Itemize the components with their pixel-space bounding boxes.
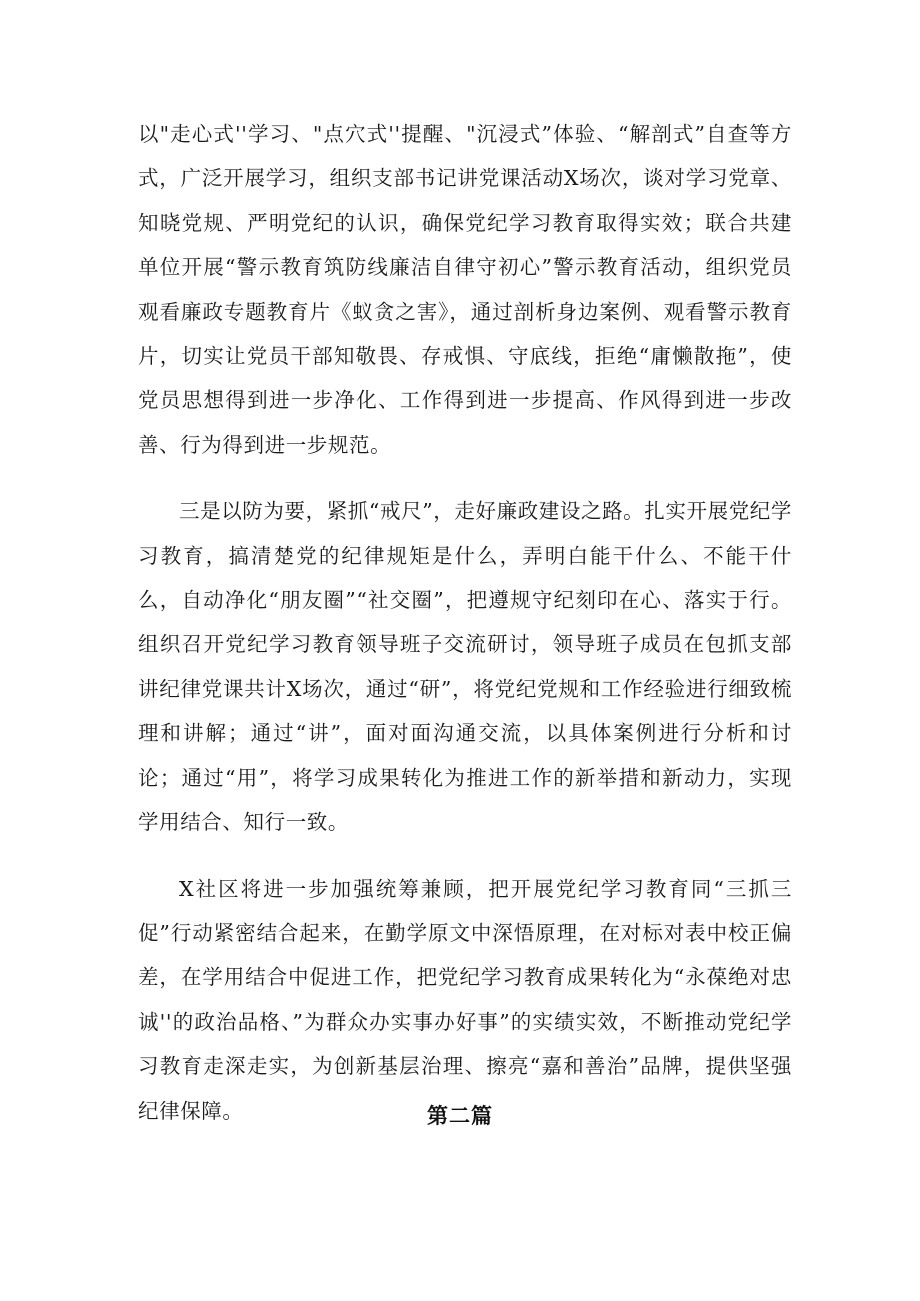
paragraph-1: 以"走心式''学习、"点穴式''提醒、"沉浸式”体验、“解剖式”自查等方式，广泛开展学习，组织支部书记讲党课活动X场次，谈对学习党章、知晓党规、严明党纪的认识，确保党纪学习教育取得实效；联合共建单位开展“警示教育筑防线廉洁自律守初心”警示教育活动，组织党员观看廉政专题教育片《蚁贪之害》，通过剖析身边案例、观看警示教育片，切实让党员干部知敬畏、存戒惧、守底线，拒绝“庸懒散拖”，使党员思想得到进一步净化、工作得到进一步提高、作风得到进一步改善、行为得到进一步规范。: [138, 122, 792, 457]
paragraph-2: 三是以防为要，紧抓“戒尺”，走好廉政建设之路。扎实开展党纪学习教育，搞清楚党的纪律规矩是什么，弄明白能干什么、不能干什么，自动净化“朋友圈”“社交圈”，把遵规守纪刻印在心、落实于行。组织召开党纪学习教育领导班子交流研讨，领导班子成员在包抓支部讲纪律党课共计X场次，通过“研”，将党纪党规和工作经验进行细致梳理和讲解；通过“讲”，面对面沟通交流，以具体案例进行分析和讨论；通过“用”，将学习成果转化为推进工作的新举措和新动力，实现学用结合、知行一致。: [138, 499, 792, 835]
section-heading: 第二篇: [427, 1103, 493, 1128]
paragraph-3: X社区将进一步加强统筹兼顾，把开展党纪学习教育同“三抓三促”行动紧密结合起来，在勤学原文中深悟原理，在对标对表中校正偏差，在学用结合中促进工作，把党纪学习教育成果转化为“永葆绝对忠诚''的政治品格、”为群众办实事办好事”的实绩实效，不断推动党纪学习教育走深走实，为创新基层治理、擦亮“嘉和善治”品牌，提供坚强纪律保障。: [138, 876, 792, 1123]
document-body: [138, 112, 792, 1155]
